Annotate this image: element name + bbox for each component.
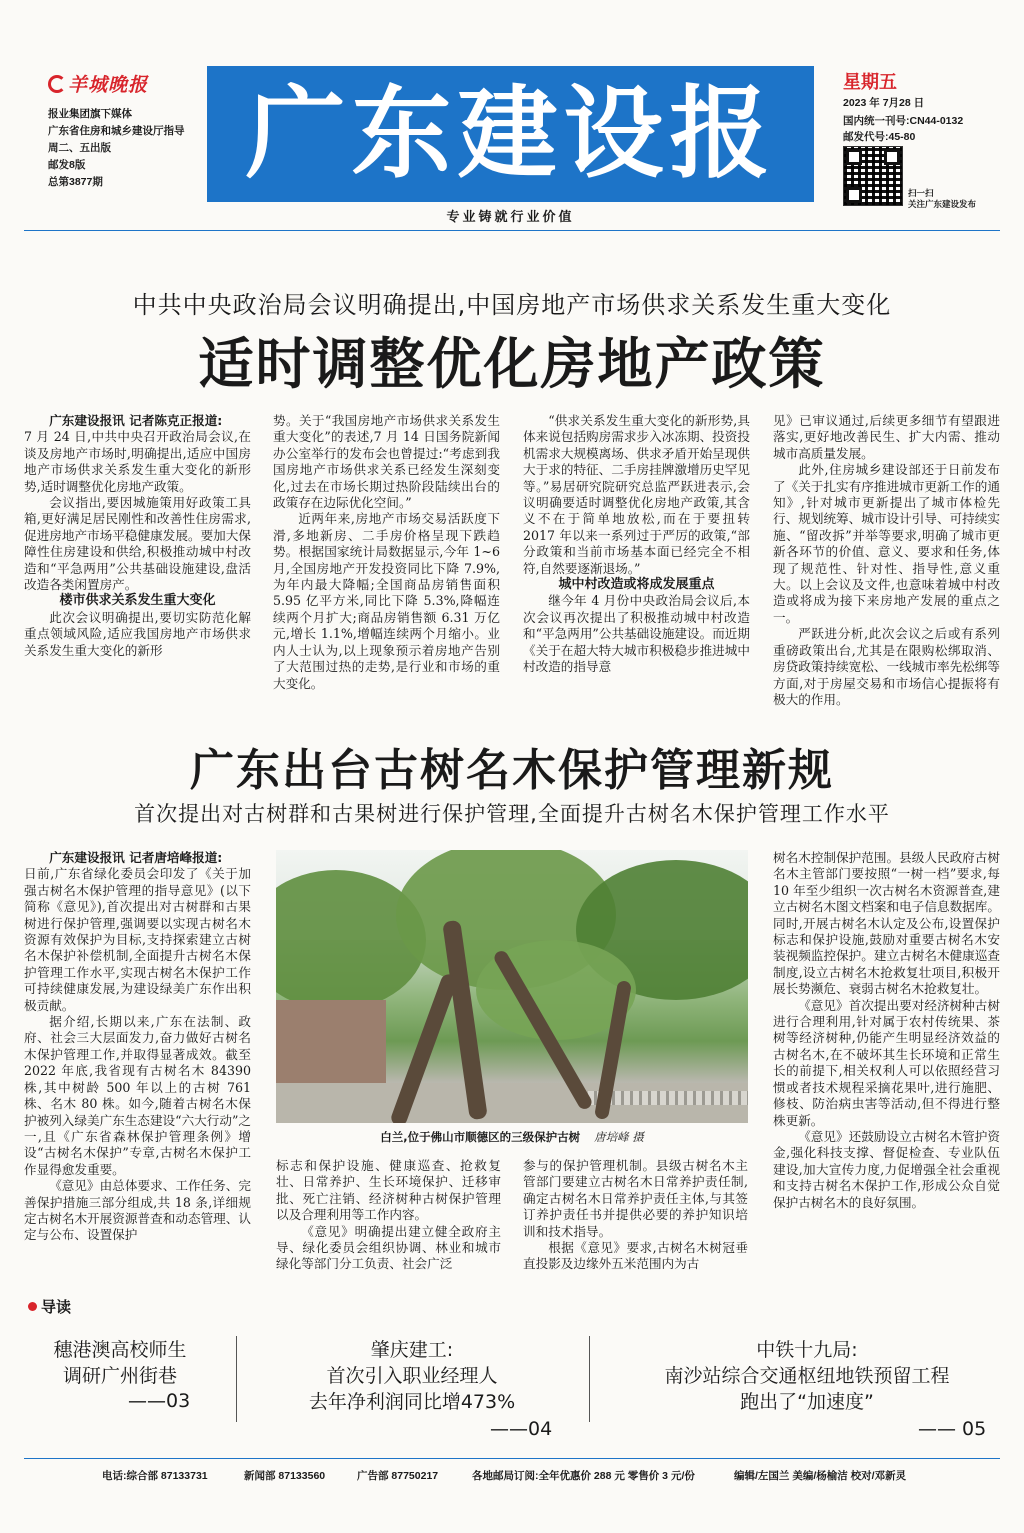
- ancient-tree-photo: [276, 850, 748, 1123]
- footer-editors: 编辑/左国兰 美编/杨榆洁 校对/邓新灵: [734, 1470, 907, 1482]
- story2-col3: [523, 1158, 748, 1273]
- qr-note-line2: 关注广东建设发布: [908, 199, 977, 209]
- story2-col4: [773, 850, 1000, 1211]
- story2-para: 《意见》首次提出要对经济树种古树进行合理利用,针对属于农村传统果、茶树等经济树种,仍能产生明显经济效益的古树名木,在不破坏其生长环境和正常生长的前提下,相关权利人可以依照经营习惯或者技术规程采摘花果叶,进行施肥、修枝、防治病虫害等活动,但不得进行整株更新。: [773, 997, 1000, 1128]
- story1-para: 继今年 4 月份中央政治局会议后,本次会议再次提出了积极推动城中村改造和“平急两用”公共基础设施建设。而近期《关于在超大特大城市积极稳步推进城中村改造的指导意: [523, 593, 750, 675]
- guide-item-1-page: ——03: [128, 1390, 191, 1412]
- story1-para: 7 月 24 日,中共中央召开政治局会议,在谈及房地产市场时,明确提出,适应中国房地产市场供求关系发生重大变化的新形势,适时调整优化房地产政策。: [24, 429, 251, 494]
- story2-para: 树名木控制保护范围。县级人民政府古树名木主管部门要按照“一树一档”要求,每 10 年至少组织一次古树名木资源普查,建立古树名木图文档案和电子信息数据库。同时,开展古树名木认定及公布,设置保护标志和保护设施,鼓励对重要古树名木安装视频监控保护。建立古树名木健康巡查制度,设立古树名木抢救复壮项目,积极开展长势濒危、衰弱古树名木抢救复壮。: [773, 850, 1000, 997]
- edition-info: 邮发8版: [48, 159, 86, 171]
- qr-note-line1: 扫一扫: [908, 188, 934, 198]
- story2-para: 《意见》还鼓励设立古树名木管护资金,强化科技支撑、督促检查、专业队伍建设,加大宣传力度,力促增强全社会重视和支持古树名木保护工作,形成公众自觉保护古树名木的良好氛围。: [773, 1128, 1000, 1210]
- story2-col2: [276, 1158, 501, 1273]
- guide-label-text: 导读: [41, 1299, 72, 1316]
- story1-para: 严跃进分析,此次会议之后或有系列重磅政策出台,尤其是在限购松绑取消、房贷政策持续宽松、一线城市率先松绑等方面,对于房屋交易和市场信心提振将有极大的作用。: [773, 626, 1000, 707]
- cn-number: 国内统一刊号:CN44-0132: [843, 115, 964, 127]
- guide-item-line: 肇庆建工:: [370, 1339, 454, 1361]
- photo-credit: 唐培峰 摄: [594, 1130, 644, 1144]
- weekday: 星期五: [843, 72, 897, 92]
- guide-item-line: 中铁十九局:: [756, 1339, 858, 1361]
- guide-item-line: 南沙站综合交通枢纽地铁预留工程: [664, 1365, 950, 1387]
- footer-rule: [24, 1458, 1000, 1459]
- story1-para: 此外,住房城乡建设部还于日前发布了《关于扎实有序推进城市更新工作的通知》,针对城市更新提出了城市体检先行、规划统筹、城市设计引导、可持续实施、“留改拆”并举等要求,明确了城市更新各环节的价值、意义、要求和任务,体现了规范性、针对性、指导性,意义重大。以上会议及文件,也意味着城中村改造或将成为接下来房地产发展的重点之一。: [773, 462, 1000, 625]
- footer-ads: 广告部 87750217: [357, 1470, 439, 1482]
- story1-subhead: 楼市供求关系发生重大变化: [59, 593, 216, 609]
- guide-divider: [589, 1336, 590, 1422]
- guidance-info: 广东省住房和城乡建设厅指导: [48, 125, 185, 137]
- story1-col1: [24, 413, 251, 659]
- publisher-info: 报业集团旗下媒体: [48, 108, 132, 120]
- story2-headline: 广东出台古树名木保护管理新规: [190, 745, 834, 796]
- story1-col3: [523, 413, 750, 676]
- story2-para: 参与的保护管理机制。县级古树名木主管部门要建立古树名木日常养护责任制,确定古树名木日常养护责任主体,与其签订养护责任书并提供必要的养护知识培训和技术指导。: [523, 1158, 748, 1239]
- story1-para: 会议指出,要因城施策用好政策工具箱,更好满足居民刚性和改善性住房需求,促进房地产市场平稳健康发展。要加大保障性住房建设和供给,积极推动城中村改造和“平急两用”公共基础设施建设,盘活改造各类闲置房产。: [24, 495, 251, 593]
- story1-kicker: 中共中央政治局会议明确提出,中国房地产市场供求关系发生重大变化: [132, 291, 892, 319]
- issue-date: 2023 年 7月28 日: [843, 97, 925, 109]
- photo-caption: [276, 1129, 748, 1145]
- story2-col1: [24, 850, 251, 1244]
- story2-para: 标志和保护设施、健康巡查、抢救复壮、日常养护、生长环境保护、迁移审批、死亡注销、经济树种古树保护管理以及合理利用等工作内容。: [276, 1158, 501, 1223]
- guide-divider: [236, 1336, 237, 1422]
- story1-para: 此次会议明确提出,要切实防范化解重点领域风险,适应我国房地产市场供求关系发生重大变化的新形: [24, 609, 251, 658]
- story2-byline: 广东建设报讯 记者唐培峰报道:: [49, 850, 223, 865]
- postal-code: 邮发代号:45-80: [843, 131, 916, 143]
- qr-note: [908, 188, 976, 210]
- guide-item-1[interactable]: [30, 1337, 210, 1389]
- guide-item-line: 调研广州街巷: [62, 1365, 177, 1387]
- guide-item-3[interactable]: [618, 1337, 996, 1415]
- guide-label: [28, 1296, 71, 1317]
- story2-para: 《意见》由总体要求、工作任务、完善保护措施三部分组成,共 18 条,详细规定古树名木开展资源普查和动态管理、认定与公布、设置保护: [24, 1178, 251, 1243]
- story1-para: “供求关系发生重大变化的新形势,具体来说包括购房需求步入冰冻期、投资投机需求大规模离场、供求矛盾开始呈现供大于求的特征、二手房挂牌激增历史罕见等。”易居研究院研究总监严跃进表示,会议明确要适时调整优化房地产政策,其含义不在于简单地放松,而在于要扭转 2017 年以来一系列过于严厉的政策,“部分政策和当前市场基本面已经完全不相符,自然要逐渐退场。”: [523, 413, 750, 576]
- masthead-slogan: 专业铸就行业价值: [446, 209, 575, 224]
- guide-item-3-page: —— 05: [918, 1418, 987, 1440]
- story1-headline: 适时调整优化房地产政策: [198, 331, 826, 396]
- ycwb-logo: [48, 70, 148, 97]
- guide-item-2[interactable]: [262, 1337, 562, 1415]
- story1-byline: 广东建设报讯 记者陈克正报道:: [49, 413, 223, 428]
- issue-info: 总第3877期: [48, 176, 103, 188]
- footer-phone: 电话:综合部 87133731: [102, 1470, 208, 1482]
- guide-item-2-page: ——04: [490, 1418, 553, 1440]
- story2-para: 根据《意见》要求,古树名木树冠垂直投影及边缘外五米范围内为古: [523, 1240, 748, 1272]
- guide-item-line: 穗港澳高校师生: [53, 1339, 187, 1361]
- guide-item-line: 跑出了“加速度”: [740, 1391, 874, 1413]
- story2-para: 日前,广东省绿化委员会印发了《关于加强古树名木保护管理的指导意见》(以下简称《意见》),首次提出对古树群和古果树进行保护管理,强调要以实现古树名木资源有效保护为目标,支持探索建立古树名木保护补偿机制,全面提升古树名木保护管理工作水平,实现古树名木保护工作可持续健康发展,为建设绿美广东作出积极贡献。: [24, 866, 251, 1013]
- story1-para: 见》已审议通过,后续更多细节有望跟进落实,更好地改善民生、扩大内需、推动城市高质量发展。: [773, 413, 1000, 461]
- story2-kicker: 首次提出对古树群和古果树进行保护管理,全面提升古树名木保护管理工作水平: [134, 802, 890, 826]
- red-dot-icon: [28, 1302, 37, 1311]
- guide-item-line: 去年净利润同比增473%: [308, 1391, 516, 1413]
- swirl-icon: [48, 75, 66, 93]
- schedule-info: 周二、五出版: [48, 142, 111, 154]
- story2-para: 据介绍,长期以来,广东在法制、政府、社会三大层面发力,奋力做好古树名木保护管理工作,并取得显著成效。截至 2022 年底,我省现有古树名木 84390 株,其中树龄 500 年以上的古树 761 株、名木 80 株。如今,随着古树名木保护被列入绿美广东生态建设“六大行动”之一,且《广东省森林保护管理条例》增设“古树名木保护”专章,古树名木保护工作显得愈发重要。: [24, 1014, 251, 1177]
- story2-para: 《意见》明确提出建立健全政府主导、绿化委员会组织协调、林业和城市绿化等部门分工负责、社会广泛: [276, 1223, 501, 1272]
- guide-item-line: 首次引入职业经理人: [326, 1365, 498, 1387]
- story1-para: 势。关于“我国房地产市场供求关系发生重大变化”的表述,7 月 14 日国务院新闻办公室举行的发布会也曾提过:“考虑到我国房地产市场供求关系已经发生深刻变化,过去在市场长期过热阶段陆续出台的政策存在边际优化空间。”: [273, 413, 500, 511]
- photo-caption-text: 白兰,位于佛山市顺德区的三级保护古树: [380, 1130, 581, 1144]
- story1-col2: [273, 413, 500, 692]
- logo-text: 羊城晚报: [68, 74, 149, 96]
- footer-news: 新闻部 87133560: [244, 1470, 326, 1482]
- footer-price: 各地邮局订阅:全年优惠价 288 元 零售价 3 元/份: [472, 1470, 695, 1482]
- story1-subhead: 城中村改造或将成发展重点: [558, 577, 715, 593]
- masthead-rule: [24, 230, 1000, 231]
- story1-para: 近两年来,房地产市场交易活跃度下滑,多地新房、二手房价格呈现下跌趋势。根据国家统计局数据显示,今年 1~6 月,全国房地产开发投资同比下降 7.9%,为年内最大降幅;全国商品房销售面积 5.95 亿平方米,同比下降 5.3%,降幅连续两个月扩大;商品房销售额 6.31 万亿元,增长 1.1%,增幅连续两个月缩小。业内人士认为,以上现象预示着房地产告别了大范围过热的走势,是行业和市场的重大变化。: [273, 511, 500, 691]
- masthead-title: 广东建设报: [245, 74, 776, 192]
- story1-col4: [773, 413, 1000, 708]
- qr-code-icon[interactable]: [843, 146, 903, 206]
